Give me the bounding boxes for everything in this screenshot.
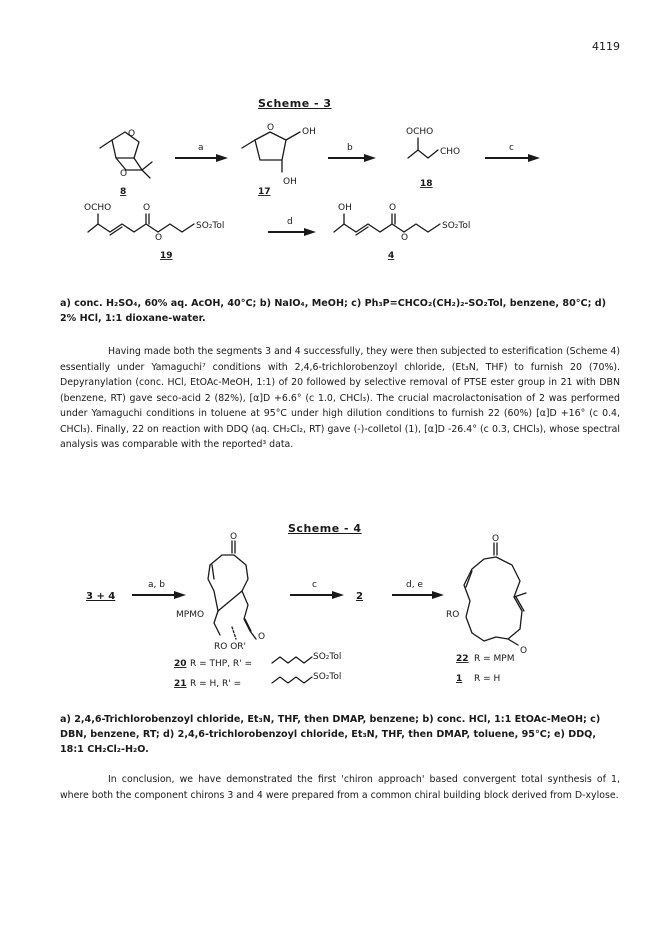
atom-ro: RO xyxy=(446,610,460,620)
atom-ro-or: RO OR' xyxy=(214,642,247,652)
reaction-arrow-ab xyxy=(132,580,186,599)
reaction-arrow-c-scheme4 xyxy=(290,580,344,599)
atom-o: O xyxy=(401,233,409,243)
arrow-label: c xyxy=(509,143,514,153)
atom-o: O xyxy=(389,203,397,213)
atom-o: O xyxy=(230,532,238,542)
atom-ocho: OCHO xyxy=(84,203,112,213)
compound-17-structure xyxy=(242,123,316,197)
scheme-3-title: Scheme - 3 xyxy=(258,97,332,110)
compound-definition-20: R = THP, R' = xyxy=(190,659,253,669)
atom-oh: OH xyxy=(338,203,352,213)
arrow-label: a xyxy=(198,143,204,153)
compound-19-structure xyxy=(84,203,224,261)
compound-row-21 xyxy=(174,672,341,689)
macrolide-structure xyxy=(446,534,527,656)
arrow-label: d, e xyxy=(406,580,423,590)
compound-label-8: 8 xyxy=(120,187,127,197)
compound-row-22 xyxy=(456,654,514,664)
starting-materials: 3 + 4 xyxy=(86,591,116,602)
side-chain-label: SO₂Tol xyxy=(313,672,342,682)
compound-label-21: 21 xyxy=(174,679,187,689)
atom-o: O xyxy=(128,129,136,139)
compound-definition-22: R = MPM xyxy=(474,654,515,664)
page-number: 4119 xyxy=(592,40,620,53)
scheme-3-diagram xyxy=(0,110,672,280)
compound-definition-21: R = H, R' = xyxy=(190,679,242,689)
atom-so2tol: SO₂Tol xyxy=(442,221,471,231)
atom-o: O xyxy=(155,233,163,243)
reaction-arrow-b xyxy=(328,143,376,162)
compound-label-22: 22 xyxy=(456,654,469,664)
arrow-label: d xyxy=(287,217,293,227)
compound-8-structure xyxy=(100,129,152,197)
compound-label-1: 1 xyxy=(456,674,463,684)
atom-o: O xyxy=(120,169,128,179)
reaction-arrow-a xyxy=(175,143,228,162)
reaction-arrow-d xyxy=(268,217,316,236)
compound-label-20: 20 xyxy=(174,659,187,669)
body-paragraph-2: In conclusion, we have demonstrated the first 'chiron approach' based convergent total synthesis of 1, where both the component chirons 3 and 4 were prepared from a common chiral building block derived from D-xylose. xyxy=(60,774,620,801)
compound-20-21-structure xyxy=(176,532,265,652)
reaction-arrow-c xyxy=(485,143,540,162)
atom-oh: OH xyxy=(302,127,316,137)
compound-label-19: 19 xyxy=(160,251,173,261)
atom-o: O xyxy=(258,632,266,642)
atom-so2tol: SO₂Tol xyxy=(196,221,225,231)
arrow-label: c xyxy=(312,580,317,590)
scheme-3-caption: a) conc. H₂SO₄, 60% aq. AcOH, 40°C; b) NaIO₄, MeOH; c) Ph₃P=CHCO₂(CH₂)₂-SO₂Tol, benzene, 80°C; d) 2% HCl, 1:1 dioxane-water. xyxy=(60,298,607,324)
atom-o: O xyxy=(267,123,275,133)
compound-label-18: 18 xyxy=(420,179,433,189)
reaction-arrow-de xyxy=(392,580,444,599)
atom-o: O xyxy=(520,646,528,656)
scheme-4-title: Scheme - 4 xyxy=(288,522,362,535)
arrow-label: a, b xyxy=(148,580,165,590)
seco-acid-label: 2 xyxy=(356,591,363,602)
compound-row-20 xyxy=(174,652,341,669)
compound-18-structure xyxy=(406,127,460,189)
compound-row-1 xyxy=(456,674,500,684)
atom-o: O xyxy=(143,203,151,213)
atom-ocho: OCHO xyxy=(406,127,434,137)
atom-cho: CHO xyxy=(440,147,461,157)
arrow-label: b xyxy=(347,143,353,153)
atom-oh: OH xyxy=(283,177,297,187)
scheme-4-diagram xyxy=(0,532,672,695)
compound-definition-1: R = H xyxy=(474,674,501,684)
compound-label-4: 4 xyxy=(388,251,395,261)
atom-o: O xyxy=(492,534,500,544)
scheme-4-caption: a) 2,4,6-Trichlorobenzoyl chloride, Et₃N, THF, then DMAP, benzene; b) conc. HCl, 1:1 EtOAc-MeOH; c) DBN, benzene, RT; d) 2,4,6-trichlorobenzoyl chloride, Et₃N, THF, then DMAP, toluene, 95°C; e) DDQ, 18:1 CH₂Cl₂-H₂O. xyxy=(60,714,601,755)
atom-mpmo: MPMO xyxy=(176,610,205,620)
compound-label-17: 17 xyxy=(258,187,271,197)
side-chain-label: SO₂Tol xyxy=(313,652,342,662)
compound-4-structure xyxy=(334,203,470,261)
body-paragraph-1: Having made both the segments 3 and 4 successfully, they were then subjected to esterification (Scheme 4) essentially under Yamaguchi⁷ conditions with 2,4,6-trichlorobenzoyl chloride, (Et₃N, THF) to furnish 20 (70%). Depyranylation (conc. HCl, EtOAc-MeOH, 1:1) of 20 followed by selective removal of PTSE ester group in 21 with DBN (benzene, RT) gave seco-acid 2 (82%), [α]D +6.6° (c 1.0, CHCl₃). The crucial macrolactonisation of 2 was performed under Yamaguchi conditions in toluene at 95°C under high dilution conditions to furnish 22 (60%) [α]D +16° (c 0.4, CHCl₃). Finally, 22 on reaction with DDQ (aq. CH₂Cl₂, RT) gave (-)-colletol (1), [α]D -26.4° (c 0.3, CHCl₃), whose spectral analysis was comparable with the reported³ data. xyxy=(60,346,620,450)
